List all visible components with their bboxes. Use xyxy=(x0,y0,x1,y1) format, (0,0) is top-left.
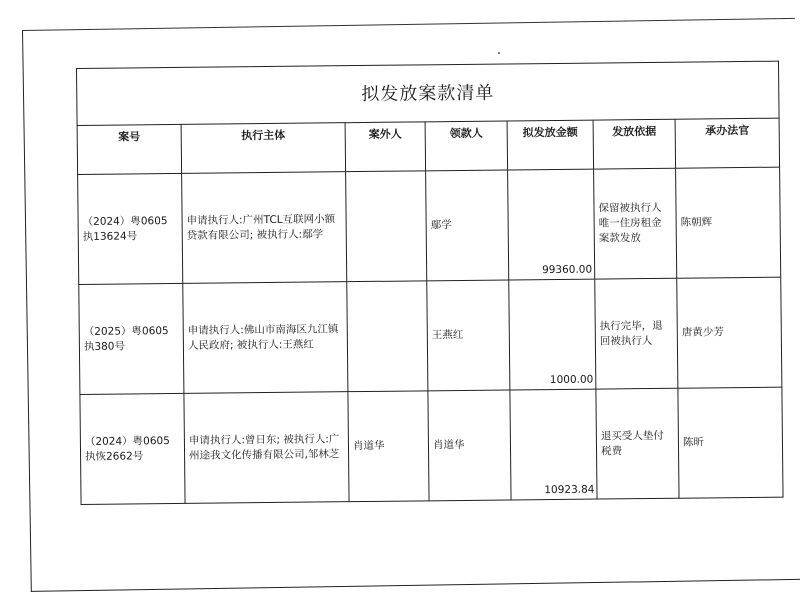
basis-cell: 执行完毕，退回被执行人 xyxy=(595,278,678,389)
document-page xyxy=(76,61,782,497)
case-number-cell: （2025）粤0605执380号 xyxy=(79,283,184,394)
column-header-amount: 拟发放金额 xyxy=(507,120,594,170)
disbursement-table xyxy=(76,61,784,505)
case-number-cell: （2024）粤0605执13624号 xyxy=(78,173,183,284)
judge-cell: 陈朝辉 xyxy=(676,167,781,278)
payee-cell: 肖道华 xyxy=(428,390,511,501)
column-header-judge: 承办法官 xyxy=(675,118,780,168)
payee-cell: 鄢学 xyxy=(426,170,509,281)
outsider-cell xyxy=(346,171,427,282)
basis-cell: 保留被执行人唯一住房租金案款发放 xyxy=(594,168,677,279)
column-header-outsider: 案外人 xyxy=(345,122,426,172)
judge-cell: 陈昕 xyxy=(678,387,783,498)
parties-cell: 申请执行人:佛山市南海区九江镇人民政府; 被执行人:王燕红 xyxy=(183,282,348,394)
amount-cell: 1000.00 xyxy=(509,279,596,390)
outsider-cell: 肖道华 xyxy=(348,391,429,502)
amount-cell: 99360.00 xyxy=(508,169,595,280)
column-header-payee: 领款人 xyxy=(425,121,508,171)
judge-cell: 唐黄少芳 xyxy=(677,277,782,388)
document-title: 拟发放案款清单 xyxy=(77,61,780,125)
outsider-cell xyxy=(347,281,428,392)
table-header-row xyxy=(77,118,780,174)
column-header-case-no: 案号 xyxy=(77,124,182,174)
column-header-parties: 执行主体 xyxy=(181,123,346,174)
payee-cell: 王燕红 xyxy=(427,280,510,391)
case-number-cell: （2024）粤0605执恢2662号 xyxy=(80,393,185,504)
table-row xyxy=(79,277,782,394)
parties-cell: 申请执行人:广州TCL互联网小额贷款有限公司; 被执行人:鄢学 xyxy=(182,172,347,284)
amount-cell: 10923.84 xyxy=(510,389,597,500)
scan-speck xyxy=(498,52,500,54)
parties-cell: 申请执行人:曾日东; 被执行人:广州途我文化传播有限公司,邹林芝 xyxy=(184,392,349,504)
column-header-basis: 发放依据 xyxy=(593,119,676,169)
table-row xyxy=(80,387,783,504)
table-row xyxy=(78,167,781,284)
basis-cell: 退买受人垫付税费 xyxy=(596,388,679,499)
